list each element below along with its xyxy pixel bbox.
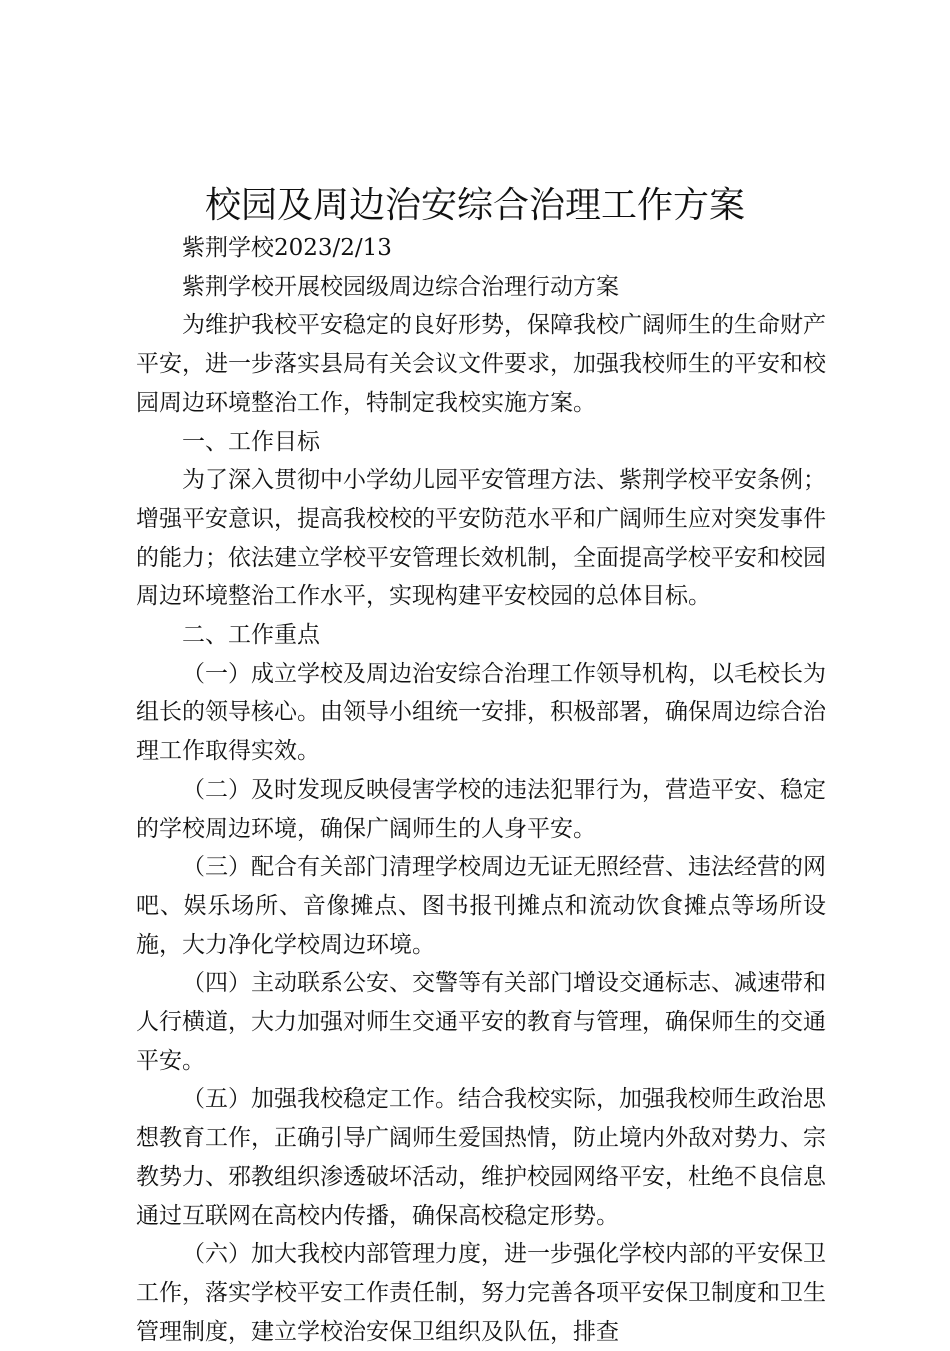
focus-item-6: （六）加大我校内部管理力度，进一步强化学校内部的平安保卫工作，落实学校平安工作责任制，努力完善各项平安保卫制度和卫生管理制度，建立学校治安保卫组织及队伍，排查	[136, 1241, 826, 1345]
document-body	[136, 229, 826, 1351]
focus-item-4: （四）主动联系公安、交警等有关部门增设交通标志、减速带和人行横道，大力加强对师生交通平安的教育与管理，确保师生的交通平安。	[136, 970, 826, 1074]
focus-item-1: （一）成立学校及周边治安综合治理工作领导机构，以毛校长为组长的领导核心。由领导小组统一安排，积极部署，确保周边综合治理工作取得实效。	[136, 660, 826, 765]
subtitle-line: 紫荆学校开展校园级周边综合治理行动方案	[182, 273, 619, 300]
document-title: 校园及周边治安综合治理工作方案	[204, 185, 745, 226]
focus-item-5: （五）加强我校稳定工作。结合我校实际，加强我校师生政治思想教育工作，正确引导广阔师生爱国热情，防止境内外敌对势力、宗教势力、邪教组织渗透破坏活动，维护校园网络平安，杜绝不良信息通过互联网在高校内传播，确保高校稳定形势。	[136, 1086, 826, 1229]
focus-item-2: （二）及时发现反映侵害学校的违法犯罪行为，营造平安、稳定的学校周边环境，确保广阔师生的人身平安。	[136, 776, 826, 842]
section-heading-goals: 一、工作目标	[182, 428, 320, 455]
focus-item-3: （三）配合有关部门清理学校周边无证无照经营、违法经营的网吧、娱乐场所、音像摊点、图书报刊摊点和流动饮食摊点等场所设施，大力净化学校周边环境。	[136, 854, 826, 958]
goals-paragraph: 为了深入贯彻中小学幼儿园平安管理方法、紫荆学校平安条例；增强平安意识，提高我校校的平安防范水平和广阔师生应对突发事件的能力；依法建立学校平安管理长效机制，全面提高学校平安和校园周边环境整治工作水平，实现构建平安校园的总体目标。	[136, 467, 826, 610]
intro-paragraph: 为维护我校平安稳定的良好形势，保障我校广阔师生的生命财产平安，进一步落实县局有关会议文件要求，加强我校师生的平安和校园周边环境整治工作，特制定我校实施方案。	[136, 312, 826, 416]
date-line: 紫荆学校2023/2/13	[182, 235, 392, 261]
section-heading-focus: 二、工作重点	[182, 622, 320, 649]
